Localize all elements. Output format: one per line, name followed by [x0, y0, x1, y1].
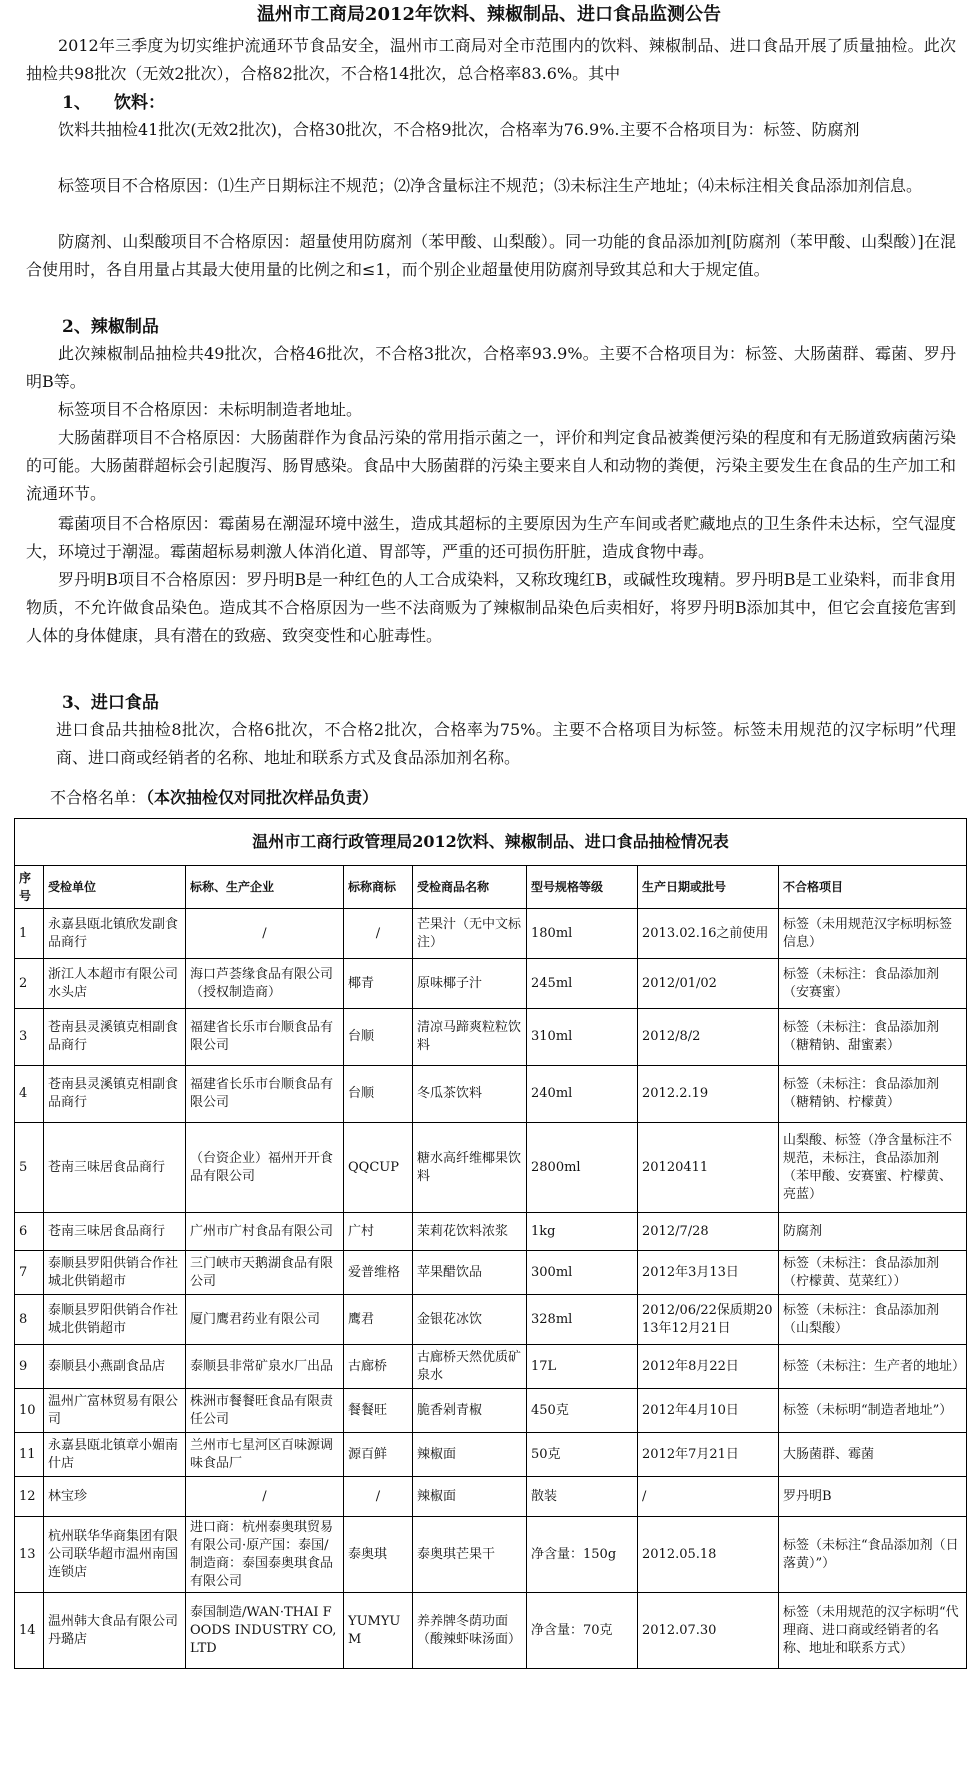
table-cell: 2012年7月21日 — [638, 1433, 779, 1477]
header-cell: 序号 — [15, 866, 44, 909]
table-cell: 辣椒面 — [413, 1433, 527, 1477]
table-cell: 芒果汁（无中文标注） — [413, 909, 527, 959]
table-cell: 标签（未标注：食品添加剂（安赛蜜） — [779, 959, 967, 1009]
table-cell: 50克 — [527, 1433, 638, 1477]
table-cell: / — [638, 1477, 779, 1517]
table-cell: 广村 — [344, 1213, 413, 1251]
table-cell: 240ml — [527, 1066, 638, 1123]
table-cell: 防腐剂 — [779, 1213, 967, 1251]
section-2-paragraph-2: 标签项目不合格原因：未标明制造者地址。 — [58, 400, 363, 419]
table-cell: 浙江人本超市有限公司水头店 — [44, 959, 186, 1009]
table-cell: 罗丹明B — [779, 1477, 967, 1517]
table-cell: 辣椒面 — [413, 1477, 527, 1517]
table-cell: 散装 — [527, 1477, 638, 1517]
table-cell: 300ml — [527, 1251, 638, 1295]
table-row — [15, 1517, 967, 1593]
header-cell: 不合格项目 — [779, 866, 967, 909]
table-cell: 金银花冰饮 — [413, 1295, 527, 1345]
table-caption: 温州市工商行政管理局2012饮料、辣椒制品、进口食品抽检情况表 — [15, 819, 967, 866]
table-cell: QQCUP — [344, 1123, 413, 1213]
table-cell: 4 — [15, 1066, 44, 1123]
table-cell: 9 — [15, 1345, 44, 1389]
table-cell: 林宝珍 — [44, 1477, 186, 1517]
table-cell: 苍南县灵溪镇克相副食品商行 — [44, 1066, 186, 1123]
section-3-heading: 3、进口食品 — [62, 693, 159, 713]
table-cell: 福建省长乐市台顺食品有限公司 — [186, 1066, 344, 1123]
table-cell: 苹果醋饮品 — [413, 1251, 527, 1295]
header-cell: 标称商标 — [344, 866, 413, 909]
table-cell: 13 — [15, 1517, 44, 1593]
table-cell: 2012/8/2 — [638, 1009, 779, 1066]
table-cell: 脆香剁青椒 — [413, 1389, 527, 1433]
table-cell: 2012/01/02 — [638, 959, 779, 1009]
header-cell: 受检单位 — [44, 866, 186, 909]
table-cell: YUMYUM — [344, 1593, 413, 1669]
table-cell: 标签（未标注：食品添加剂（糖精钠、甜蜜素） — [779, 1009, 967, 1066]
table-cell: 6 — [15, 1213, 44, 1251]
header-cell: 标称、生产企业 — [186, 866, 344, 909]
table-cell: （台资企业）福州开开食品有限公司 — [186, 1123, 344, 1213]
table-cell: 冬瓜茶饮料 — [413, 1066, 527, 1123]
section-2-paragraph-4: 霉菌项目不合格原因：霉菌易在潮湿环境中滋生，造成其超标的主要原因为生产车间或者贮藏地点的卫生条件未达标，空气湿度大，环境过于潮湿。霉菌超标易刺激人体消化道、胃部等，严重的还可损伤肝脏，造成食物中毒。 — [26, 514, 956, 561]
table-cell: 养养牌冬荫功面（酸辣虾味汤面） — [413, 1593, 527, 1669]
table-cell: 标签（未标注“食品添加剂（日落黄）”） — [779, 1517, 967, 1593]
section-1-title: 饮料： — [114, 93, 165, 113]
table-cell: 2012.05.18 — [638, 1517, 779, 1593]
table-cell: 糖水高纤维椰果饮料 — [413, 1123, 527, 1213]
page-title: 温州市工商局2012年饮料、辣椒制品、进口食品监测公告 — [256, 4, 722, 25]
table-cell: 标签（未标注：食品添加剂（柠檬黄、苋菜红）） — [779, 1251, 967, 1295]
table-cell: 标签（未用规范的汉字标明“代理商、进口商或经销者的名称、地址和联系方式） — [779, 1593, 967, 1669]
section-2-paragraph-5: 罗丹明B项目不合格原因：罗丹明B是一种红色的人工合成染料，又称玫瑰红B，或碱性玫瑰精。罗丹明B是工业染料，而非食用物质，不允许做食品染色。造成其不合格原因为一些不法商贩为了辣椒制品染色后卖相好，将罗丹明B添加其中，但它会直接危害到人体的身体健康，具有潜在的致癌、致突变性和心脏毒性。 — [26, 570, 956, 645]
table-cell: 台顺 — [344, 1066, 413, 1123]
table-cell: 泰顺县非常矿泉水厂出品 — [186, 1345, 344, 1389]
table-cell: 苍南三味居食品商行 — [44, 1123, 186, 1213]
fail-list-disclaimer: （本次抽检仅对同批次样品负责） — [146, 788, 379, 807]
table-cell: 310ml — [527, 1009, 638, 1066]
table-cell: 标签（未标注：生产者的地址） — [779, 1345, 967, 1389]
table-row — [15, 1251, 967, 1295]
section-1-paragraph-3: 防腐剂、山梨酸项目不合格原因：超量使用防腐剂（苯甲酸、山梨酸）。同一功能的食品添加剂[防腐剂（苯甲酸、山梨酸）]在混合使用时，各自用量占其最大使用量的比例之和≤1，而个别企业超量使用防腐剂导致其总和大于规定值。 — [26, 232, 956, 279]
table-cell: 温州韩大食品有限公司丹璐店 — [44, 1593, 186, 1669]
table-cell: 泰顺县罗阳供销合作社城北供销超市 — [44, 1251, 186, 1295]
table-cell: 山梨酸、标签（净含量标注不规范，未标注，食品添加剂（苯甲酸、安赛蜜、柠檬黄、亮蓝） — [779, 1123, 967, 1213]
table-cell: 海口芦荟缘食品有限公司（授权制造商） — [186, 959, 344, 1009]
table-cell: 泰顺县罗阳供销合作社城北供销超市 — [44, 1295, 186, 1345]
section-2-paragraph-3: 大肠菌群项目不合格原因：大肠菌群作为食品污染的常用指示菌之一，评价和判定食品被粪便污染的程度和有无肠道致病菌污染的可能。大肠菌群超标会引起腹泻、肠胃感染。食品中大肠菌群的污染主要来自人和动物的粪便，污染主要发生在食品的生产加工和流通环节。 — [26, 428, 956, 503]
table-cell: 厦门鹰君药业有限公司 — [186, 1295, 344, 1345]
table-cell: 12 — [15, 1477, 44, 1517]
table-cell: 古廊桥天然优质矿泉水 — [413, 1345, 527, 1389]
table-row — [15, 959, 967, 1009]
table-cell: 328ml — [527, 1295, 638, 1345]
table-cell: 17L — [527, 1345, 638, 1389]
section-1-paragraph-1: 饮料共抽检41批次(无效2批次)，合格30批次，不合格9批次，合格率为76.9%.主要不合格项目为：标签、防腐剂 — [58, 120, 860, 139]
table-cell: 450克 — [527, 1389, 638, 1433]
table-cell: 3 — [15, 1009, 44, 1066]
table-cell: 2800ml — [527, 1123, 638, 1213]
table-cell: / — [186, 909, 344, 959]
table-cell: 净含量：70克 — [527, 1593, 638, 1669]
table-cell: 原味椰子汁 — [413, 959, 527, 1009]
table-caption-row — [15, 819, 967, 866]
table-row — [15, 1066, 967, 1123]
table-cell: 清凉马蹄爽粒粒饮料 — [413, 1009, 527, 1066]
header-cell: 受检商品名称 — [413, 866, 527, 909]
table-row — [15, 1477, 967, 1517]
inspection-table — [14, 818, 967, 1669]
table-row — [15, 1295, 967, 1345]
table-cell: / — [344, 1477, 413, 1517]
table-cell: 标签（未标注：食品添加剂（糖精钠、柠檬黄） — [779, 1066, 967, 1123]
table-cell: 泰奥琪 — [344, 1517, 413, 1593]
table-cell: 2012年8月22日 — [638, 1345, 779, 1389]
table-cell: 标签（未标注：食品添加剂（山梨酸） — [779, 1295, 967, 1345]
table-cell: 兰州市七星河区百味源调味食品厂 — [186, 1433, 344, 1477]
table-cell: 苍南三味居食品商行 — [44, 1213, 186, 1251]
section-2-paragraph-1: 此次辣椒制品抽检共49批次，合格46批次，不合格3批次，合格率93.9%。主要不合格项目为：标签、大肠菌群、霉菌、罗丹明B等。 — [26, 344, 956, 391]
table-cell: 180ml — [527, 909, 638, 959]
table-cell: 苍南县灵溪镇克相副食品商行 — [44, 1009, 186, 1066]
table-cell: 古廊桥 — [344, 1345, 413, 1389]
section-1-paragraph-2: 标签项目不合格原因：⑴生产日期标注不规范；⑵净含量标注不规范；⑶未标注生产地址；⑷未标注相关食品添加剂信息。 — [58, 176, 923, 195]
table-cell: 245ml — [527, 959, 638, 1009]
table-cell: 2 — [15, 959, 44, 1009]
fail-list-note — [50, 786, 378, 810]
table-cell: 2012年3月13日 — [638, 1251, 779, 1295]
intro-paragraph: 2012年三季度为切实维护流通环节食品安全，温州市工商局对全市范围内的饮料、辣椒制品、进口食品开展了质量抽检。此次抽检共98批次（无效2批次），合格82批次，不合格14批次，总合格率83.6%。其中 — [26, 36, 956, 83]
table-row — [15, 1009, 967, 1066]
table-cell: 2012.07.30 — [638, 1593, 779, 1669]
table-cell: 7 — [15, 1251, 44, 1295]
table-cell: 14 — [15, 1593, 44, 1669]
table-cell: 餐餐旺 — [344, 1389, 413, 1433]
table-cell: 11 — [15, 1433, 44, 1477]
header-cell: 型号规格等级 — [527, 866, 638, 909]
table-row — [15, 1433, 967, 1477]
table-cell: / — [344, 909, 413, 959]
table-cell: 三门峡市天鹅湖食品有限公司 — [186, 1251, 344, 1295]
header-cell: 生产日期或批号 — [638, 866, 779, 909]
table-row — [15, 1593, 967, 1669]
table-cell: 净含量：150g — [527, 1517, 638, 1593]
table-row — [15, 1389, 967, 1433]
table-cell: 进口商：杭州泰奥琪贸易有限公司·原产国：泰国/制造商：泰国泰奥琪食品有限公司 — [186, 1517, 344, 1593]
table-row — [15, 1123, 967, 1213]
table-cell: 10 — [15, 1389, 44, 1433]
table-cell: 2012/06/22保质期2013年12月21日 — [638, 1295, 779, 1345]
table-cell: 2012年4月10日 — [638, 1389, 779, 1433]
table-cell: 2013.02.16之前使用 — [638, 909, 779, 959]
section-1-number: 1、 — [62, 93, 91, 113]
table-row — [15, 909, 967, 959]
table-cell: 台顺 — [344, 1009, 413, 1066]
table-header-row — [15, 866, 967, 909]
table-cell: / — [186, 1477, 344, 1517]
table-cell: 泰顺县小燕副食品店 — [44, 1345, 186, 1389]
table-cell: 鹰君 — [344, 1295, 413, 1345]
fail-list-label: 不合格名单： — [50, 788, 147, 807]
section-1-heading — [62, 90, 165, 116]
table-cell: 泰国制造/WAN·THAI FOODS INDUSTRY CO,LTD — [186, 1593, 344, 1669]
table-cell: 源百鲜 — [344, 1433, 413, 1477]
table-cell: 2012.2.19 — [638, 1066, 779, 1123]
table-cell: 爱普维格 — [344, 1251, 413, 1295]
table-cell: 茉莉花饮料浓浆 — [413, 1213, 527, 1251]
table-cell: 5 — [15, 1123, 44, 1213]
table-cell: 标签（未用规范汉字标明标签信息） — [779, 909, 967, 959]
table-cell: 大肠菌群、霉菌 — [779, 1433, 967, 1477]
table-cell: 1 — [15, 909, 44, 959]
table-cell: 20120411 — [638, 1123, 779, 1213]
table-cell: 永嘉县瓯北镇欣发副食品商行 — [44, 909, 186, 959]
table-cell: 标签（未标明“制造者地址”） — [779, 1389, 967, 1433]
table-cell: 永嘉县瓯北镇章小媚南什店 — [44, 1433, 186, 1477]
section-3-paragraph-1: 进口食品共抽检8批次，合格6批次，不合格2批次，合格率为75%。主要不合格项目为标签。标签未用规范的汉字标明”代理商、进口商或经销者的名称、地址和联系方式及食品添加剂名称。 — [56, 720, 956, 767]
table-cell: 1kg — [527, 1213, 638, 1251]
table-row — [15, 1345, 967, 1389]
table-cell: 2012/7/28 — [638, 1213, 779, 1251]
table-cell: 杭州联华华商集团有限公司联华超市温州南国连锁店 — [44, 1517, 186, 1593]
table-cell: 株洲市餐餐旺食品有限责任公司 — [186, 1389, 344, 1433]
table-cell: 温州广富林贸易有限公司 — [44, 1389, 186, 1433]
table-cell: 泰奥琪芒果干 — [413, 1517, 527, 1593]
table-cell: 福建省长乐市台顺食品有限公司 — [186, 1009, 344, 1066]
table-cell: 8 — [15, 1295, 44, 1345]
table-cell: 椰青 — [344, 959, 413, 1009]
section-2-heading: 2、辣椒制品 — [62, 317, 159, 337]
table-row — [15, 1213, 967, 1251]
table-cell: 广州市广村食品有限公司 — [186, 1213, 344, 1251]
